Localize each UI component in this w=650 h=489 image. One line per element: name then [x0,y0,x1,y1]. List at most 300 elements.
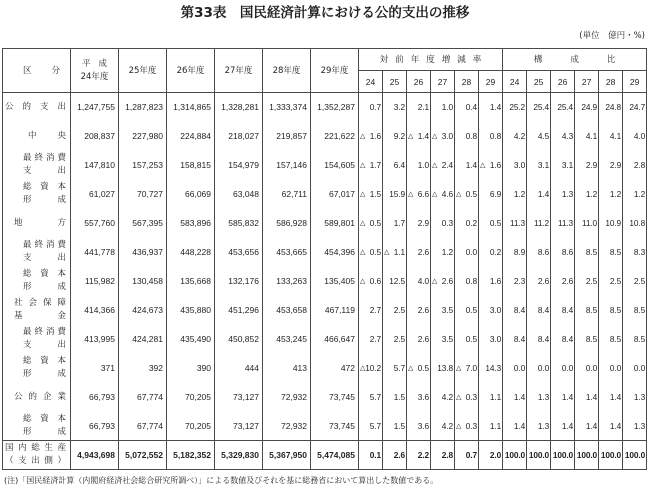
row-label-line: 国内総生産 [5,443,66,453]
amount-cell: 154,605 [311,151,359,180]
composition-ratio-cell: 8.4 [527,325,551,354]
composition-ratio-cell: 3.0 [503,151,527,180]
rate-value: 4.6 [441,189,453,199]
change-rate-cell [407,354,431,383]
composition-ratio-cell: 100.0 [599,441,623,470]
row-label-line: 中央 [28,130,66,141]
change-rate-cell: 2.8 [431,441,455,470]
change-rate-cell: 12.5 [383,267,407,296]
amount-cell: 392 [119,354,167,383]
change-rate-cell: 0.8 [455,267,479,296]
composition-ratio-cell: 25.2 [503,93,527,122]
change-rate-cell: 1.4 [479,93,503,122]
composition-ratio-cell: 1.4 [527,180,551,209]
change-rate-cell [359,238,383,267]
amount-cell: 218,027 [215,122,263,151]
row-label-line: 支出 [23,340,66,350]
amount-cell: 70,205 [167,383,215,412]
header-rate-year: 24 [359,71,383,93]
composition-ratio-cell: 10.9 [599,209,623,238]
row-label [3,267,71,296]
composition-ratio-cell: 1.4 [599,383,623,412]
amount-cell: 5,329,830 [215,441,263,470]
composition-ratio-cell: 1.3 [551,180,575,209]
row-label-line: 形成 [23,426,66,437]
composition-ratio-cell: 8.4 [551,325,575,354]
decrease-mark: △ [360,248,366,256]
rate-value: 0.5 [465,189,477,199]
composition-ratio-cell: 4.0 [623,122,647,151]
amount-cell: 147,810 [71,151,119,180]
composition-ratio-cell: 2.5 [623,267,647,296]
change-rate-cell [431,122,455,151]
composition-ratio-cell: 1.2 [575,180,599,209]
amount-cell: 130,458 [119,267,167,296]
composition-ratio-cell: 8.5 [599,296,623,325]
header-ratio-year: 29 [623,71,647,93]
amount-cell: 135,405 [311,267,359,296]
decrease-mark: △ [432,161,438,169]
row-label [3,383,71,412]
change-rate-cell [359,122,383,151]
change-rate-cell: 3.0 [479,325,503,354]
amount-cell: 135,668 [167,267,215,296]
rate-value: 1.1 [393,247,405,257]
amount-cell: 70,727 [119,180,167,209]
change-rate-cell: 0.3 [431,209,455,238]
composition-ratio-cell: 2.5 [575,267,599,296]
change-rate-cell: 3.2 [383,93,407,122]
change-rate-cell: 0.7 [359,93,383,122]
composition-ratio-cell: 1.3 [623,412,647,441]
change-rate-cell [359,180,383,209]
change-rate-cell: 0.5 [455,296,479,325]
amount-cell: 70,205 [167,412,215,441]
amount-cell: 1,247,755 [71,93,119,122]
rate-value: 0.5 [417,363,429,373]
change-rate-cell: 2.6 [407,325,431,354]
composition-ratio-cell: 1.2 [503,180,527,209]
amount-cell: 586,928 [263,209,311,238]
amount-cell: 4,943,698 [71,441,119,470]
decrease-mark: △ [456,393,462,401]
composition-ratio-cell: 4.1 [599,122,623,151]
change-rate-cell: 1.0 [431,93,455,122]
change-rate-cell: 3.0 [479,296,503,325]
composition-ratio-cell: 1.2 [599,180,623,209]
change-rate-cell: 14.3 [479,354,503,383]
decrease-mark: △ [360,277,366,285]
header-year-28: 28年度 [263,49,311,93]
composition-ratio-cell: 1.4 [551,383,575,412]
table-row [3,296,647,325]
change-rate-cell: 0.7 [455,441,479,470]
decrease-mark: △ [360,219,366,227]
amount-cell: 453,665 [263,238,311,267]
composition-ratio-cell: 0.0 [599,354,623,383]
change-rate-cell [359,354,383,383]
composition-ratio-cell: 4.2 [503,122,527,151]
change-rate-cell: 3.6 [407,412,431,441]
amount-cell: 424,673 [119,296,167,325]
table-row [3,93,647,122]
table-row [3,238,647,267]
composition-ratio-cell: 100.0 [623,441,647,470]
change-rate-cell: 5.7 [383,354,407,383]
rate-value: 1.6 [369,131,381,141]
amount-cell: 451,296 [215,296,263,325]
composition-ratio-cell: 8.5 [575,325,599,354]
change-rate-cell: 2.6 [383,441,407,470]
change-rate-cell: 2.0 [479,441,503,470]
change-rate-cell: 2.5 [383,325,407,354]
header-rate-year: 29 [479,71,503,93]
rate-value: 0.3 [465,420,477,431]
amount-cell: 5,182,352 [167,441,215,470]
header-era-label: 平成 [81,58,115,69]
composition-ratio-cell: 1.4 [503,412,527,441]
table-row [3,325,647,354]
header-rate-year: 26 [407,71,431,93]
change-rate-cell: 1.0 [407,151,431,180]
amount-cell: 453,245 [263,325,311,354]
change-rate-cell: 0.4 [455,93,479,122]
row-label-line: 最終消費 [23,153,66,163]
header-rate-year: 27 [431,71,455,93]
composition-ratio-cell: 2.6 [551,267,575,296]
decrease-mark: △ [360,132,366,140]
row-label-line: 形成 [23,369,66,379]
composition-ratio-cell: 8.5 [623,296,647,325]
amount-cell: 390 [167,354,215,383]
change-rate-cell: 0.2 [455,209,479,238]
change-rate-cell: 0.2 [479,238,503,267]
composition-ratio-cell: 4.5 [527,122,551,151]
decrease-mark: △ [360,190,366,198]
rate-value: 0.5 [369,218,381,228]
composition-ratio-cell: 2.9 [599,151,623,180]
rate-value: 1.7 [369,160,381,170]
amount-cell: 73,127 [215,412,263,441]
composition-ratio-cell: 2.6 [527,267,551,296]
composition-ratio-cell: 0.0 [503,354,527,383]
amount-cell: 157,146 [263,151,311,180]
change-rate-cell: 3.6 [407,383,431,412]
rate-value: 2.4 [441,160,453,170]
composition-ratio-cell: 100.0 [551,441,575,470]
change-rate-cell [359,209,383,238]
header-ratio-year: 26 [551,71,575,93]
row-label [3,296,71,325]
row-label-line: 公的支出 [5,101,66,112]
amount-cell: 1,333,374 [263,93,311,122]
change-rate-cell [407,180,431,209]
amount-cell: 72,932 [263,412,311,441]
row-label-line: 地方 [14,217,66,228]
row-label-line: 支出 [23,253,66,263]
decrease-mark: △ [456,190,462,198]
decrease-mark: △ [384,248,390,256]
row-label-line: 総資本 [23,182,66,192]
change-rate-cell [431,151,455,180]
decrease-mark: △ [408,190,414,198]
change-rate-cell [383,238,407,267]
rate-value: 0.5 [369,247,381,257]
header-ratio-year: 28 [599,71,623,93]
amount-cell: 115,982 [71,267,119,296]
composition-ratio-cell: 0.0 [623,354,647,383]
change-rate-cell: 2.7 [359,296,383,325]
change-rate-cell: 0.5 [479,209,503,238]
composition-ratio-cell: 100.0 [527,441,551,470]
table-row [3,209,647,238]
amount-cell: 5,072,552 [119,441,167,470]
amount-cell: 158,815 [167,151,215,180]
composition-ratio-cell: 8.5 [599,238,623,267]
header-rate-year: 25 [383,71,407,93]
row-label [3,151,71,180]
rate-value: 7.0 [465,363,477,373]
row-label-line: 最終消費 [23,327,66,337]
header-year-26: 26年度 [167,49,215,93]
change-rate-cell [431,180,455,209]
row-label-line: 支出 [23,166,66,176]
change-rate-cell: 1.5 [383,383,407,412]
rate-value: 2.6 [441,276,453,286]
composition-ratio-cell: 8.5 [599,325,623,354]
change-rate-cell: 0.0 [455,238,479,267]
composition-ratio-cell: 24.9 [575,93,599,122]
amount-cell: 371 [71,354,119,383]
change-rate-cell: 4.0 [407,267,431,296]
decrease-mark: △ [432,190,438,198]
amount-cell: 450,852 [215,325,263,354]
change-rate-cell: 9.2 [383,122,407,151]
row-label [3,180,71,209]
composition-ratio-cell: 100.0 [575,441,599,470]
amount-cell: 61,027 [71,180,119,209]
change-rate-cell [407,122,431,151]
table-row [3,267,647,296]
change-rate-cell: 5.7 [359,383,383,412]
table-header [3,49,647,93]
amount-cell: 67,774 [119,383,167,412]
composition-ratio-cell: 25.4 [527,93,551,122]
amount-cell: 413 [263,354,311,383]
decrease-mark: △ [456,421,462,430]
composition-ratio-cell: 1.4 [575,383,599,412]
public-expenditure-table [2,48,647,470]
amount-cell: 67,017 [311,180,359,209]
header-composition-ratio: 構成比 [503,49,647,71]
change-rate-cell [359,151,383,180]
amount-cell: 424,281 [119,325,167,354]
composition-ratio-cell: 0.0 [527,354,551,383]
composition-ratio-cell: 1.3 [527,412,551,441]
amount-cell: 1,352,287 [311,93,359,122]
amount-cell: 444 [215,354,263,383]
amount-cell: 557,760 [71,209,119,238]
amount-cell: 132,176 [215,267,263,296]
composition-ratio-cell: 1.3 [527,383,551,412]
composition-ratio-cell: 8.5 [575,296,599,325]
change-rate-cell: 1.4 [455,151,479,180]
rate-value: 10.2 [365,363,382,373]
change-rate-cell: 2.7 [359,325,383,354]
change-rate-cell: 1.1 [479,383,503,412]
composition-ratio-cell: 8.3 [623,238,647,267]
header-change-rate: 対前年度増減率 [359,49,503,71]
change-rate-cell: 13.8 [431,354,455,383]
composition-ratio-cell: 4.1 [575,122,599,151]
decrease-mark: △ [432,132,438,140]
change-rate-cell: 4.2 [431,383,455,412]
change-rate-cell: 2.5 [383,296,407,325]
table-row [3,151,647,180]
amount-cell: 589,801 [311,209,359,238]
amount-cell: 583,896 [167,209,215,238]
row-label [3,354,71,383]
composition-ratio-cell: 0.0 [551,354,575,383]
amount-cell: 221,622 [311,122,359,151]
change-rate-cell: 2.9 [407,209,431,238]
change-rate-cell [359,267,383,296]
amount-cell: 73,745 [311,383,359,412]
composition-ratio-cell: 8.5 [575,238,599,267]
table-row [3,441,647,470]
change-rate-cell: 5.7 [359,412,383,441]
composition-ratio-cell: 4.3 [551,122,575,151]
amount-cell: 448,228 [167,238,215,267]
header-year-29: 29年度 [311,49,359,93]
row-label [3,441,71,470]
composition-ratio-cell: 8.6 [551,238,575,267]
row-label [3,412,71,441]
amount-cell: 1,314,865 [167,93,215,122]
amount-cell: 414,366 [71,296,119,325]
rate-value: 1.4 [417,131,429,141]
row-label-line: 基金 [14,311,66,321]
amount-cell: 1,328,281 [215,93,263,122]
amount-cell: 435,880 [167,296,215,325]
amount-cell: 436,937 [119,238,167,267]
composition-ratio-cell: 1.3 [623,383,647,412]
rate-value: 3.0 [441,131,453,141]
composition-ratio-cell: 24.7 [623,93,647,122]
amount-cell: 73,127 [215,383,263,412]
amount-cell: 454,396 [311,238,359,267]
decrease-mark: △ [456,364,462,372]
amount-cell: 62,711 [263,180,311,209]
amount-cell: 224,884 [167,122,215,151]
composition-ratio-cell: 2.9 [575,151,599,180]
row-label-line: 総資本 [23,269,66,279]
decrease-mark: △ [408,364,414,372]
change-rate-cell: 0.5 [455,325,479,354]
row-label-line: 形成 [23,195,66,205]
composition-ratio-cell: 1.4 [599,412,623,441]
composition-ratio-cell: 8.4 [527,296,551,325]
change-rate-cell [431,267,455,296]
decrease-mark: △ [360,161,366,169]
amount-cell: 441,778 [71,238,119,267]
change-rate-cell: 1.1 [479,412,503,441]
table-row [3,354,647,383]
composition-ratio-cell: 3.1 [527,151,551,180]
change-rate-cell: 2.6 [407,238,431,267]
change-rate-cell [455,383,479,412]
rate-value: 0.6 [369,276,381,286]
row-label [3,238,71,267]
change-rate-cell: 2.2 [407,441,431,470]
composition-ratio-cell: 2.5 [599,267,623,296]
amount-cell: 66,069 [167,180,215,209]
header-year-25: 25年度 [119,49,167,93]
rate-value: 1.5 [369,189,381,199]
change-rate-cell: 0.8 [479,122,503,151]
composition-ratio-cell: 25.4 [551,93,575,122]
change-rate-cell: 0.8 [455,122,479,151]
amount-cell: 219,857 [263,122,311,151]
change-rate-cell: 1.5 [383,412,407,441]
composition-ratio-cell: 11.0 [575,209,599,238]
composition-ratio-cell: 8.5 [623,325,647,354]
row-label [3,209,71,238]
row-label-line: 形成 [23,282,66,292]
amount-cell: 67,774 [119,412,167,441]
rate-value: 0.3 [465,392,477,402]
change-rate-cell: 3.5 [431,325,455,354]
header-ratio-year: 25 [527,71,551,93]
composition-ratio-cell: 1.4 [575,412,599,441]
header-year-label: 24年度 [80,71,109,82]
header-rate-year: 28 [455,71,479,93]
change-rate-cell [455,180,479,209]
row-label-line: 総資本 [23,356,66,366]
change-rate-cell: 6.4 [383,151,407,180]
change-rate-cell: 3.5 [431,296,455,325]
amount-cell: 435,490 [167,325,215,354]
table-row [3,412,647,441]
composition-ratio-cell: 8.9 [503,238,527,267]
composition-ratio-cell: 1.4 [551,412,575,441]
header-category [3,49,81,93]
composition-ratio-cell: 8.6 [527,238,551,267]
header-year-27: 27年度 [215,49,263,93]
amount-cell: 413,995 [71,325,119,354]
amount-cell: 72,932 [263,383,311,412]
amount-cell: 157,253 [119,151,167,180]
amount-cell: 567,395 [119,209,167,238]
amount-cell: 453,656 [215,238,263,267]
composition-ratio-cell: 0.0 [575,354,599,383]
amount-cell: 66,793 [71,412,119,441]
amount-cell: 73,745 [311,412,359,441]
decrease-mark: △ [360,364,366,372]
header-ratio-year: 27 [575,71,599,93]
unit-label: (単位 億円・%) [579,31,645,41]
composition-ratio-cell: 3.1 [551,151,575,180]
composition-ratio-cell: 1.4 [503,383,527,412]
composition-ratio-cell: 100.0 [503,441,527,470]
row-label-line: 最終消費 [23,240,66,250]
amount-cell: 227,980 [119,122,167,151]
composition-ratio-cell: 11.2 [527,209,551,238]
amount-cell: 133,263 [263,267,311,296]
change-rate-cell [455,412,479,441]
change-rate-cell: 0.1 [359,441,383,470]
row-label-line: 社会保障 [14,298,66,308]
